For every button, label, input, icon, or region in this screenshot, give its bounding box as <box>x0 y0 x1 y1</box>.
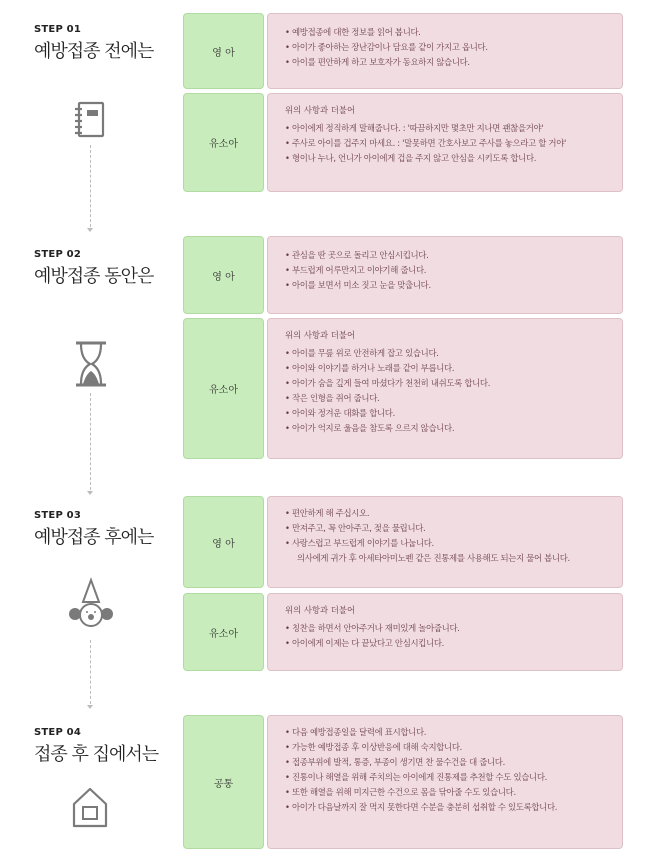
guide-item: • 편안하게 해 주십시오. <box>285 508 370 518</box>
step-02-header <box>34 249 153 288</box>
guide-item: • 아이가 억지로 울음을 참도록 으르지 않습니다. <box>285 423 455 433</box>
guide-panel <box>267 13 623 89</box>
guide-item: • 부드럽게 어루만지고 이야기해 줍니다. <box>285 265 427 275</box>
guide-item: • 아이를 무릎 위로 안전하게 잡고 있습니다. <box>285 348 439 358</box>
guide-item: • 형이나 누나, 언니가 아이에게 겁을 주지 않고 안심을 시키도록 합니다. <box>285 153 537 163</box>
guide-item: • 아이에게 이제는 다 끝났다고 안심시킵니다. <box>285 638 445 648</box>
guide-panel <box>267 593 623 671</box>
guide-item: • 칭찬을 하면서 안아주거나 재미있게 놀아줍니다. <box>285 623 460 633</box>
step-title: 접종 후 집에서는 <box>34 744 159 765</box>
guide-item: • 작은 인형을 쥐어 줍니다. <box>285 393 380 403</box>
guide-panel <box>267 93 623 192</box>
guide-item: • 사랑스럽고 부드럽게 이야기를 나눕니다. <box>285 538 434 548</box>
guide-item: • 만져주고, 꼭 안아주고, 젖을 물립니다. <box>285 523 426 533</box>
step-number: STEP 02 <box>34 249 81 260</box>
guide-panel <box>267 715 623 849</box>
guide-item: • 또한 해열을 위해 미지근한 수건으로 몸을 닦아줄 수도 있습니다. <box>285 787 516 797</box>
panel-heading: 위의 사항과 더불어 <box>285 605 356 615</box>
connector-line <box>90 393 91 490</box>
guide-item: • 다음 예방접종일을 달력에 표시합니다. <box>285 727 427 737</box>
guide-item: • 아이와 정겨운 대화를 합니다. <box>285 408 395 418</box>
guide-panel <box>267 236 623 314</box>
age-label-infant: 영 아 <box>183 13 264 89</box>
connector-line <box>90 145 91 227</box>
step-number: STEP 01 <box>34 24 81 35</box>
guide-item: • 아이를 보면서 미소 짓고 눈을 맞춥니다. <box>285 280 431 290</box>
step-number: STEP 03 <box>34 510 81 521</box>
step-04-header <box>34 727 158 766</box>
clown-icon <box>66 577 116 637</box>
guide-panel <box>267 496 623 588</box>
guide-item-note: 의사에게 귀가 후 아세타아미노펜 같은 진통제를 사용해도 되는지 물어 봅니다. <box>297 553 570 563</box>
guide-item: • 접종부위에 발적, 통증, 부종이 생기면 찬 물수건을 대 줍니다. <box>285 757 505 767</box>
guide-item: • 아이가 다음날까지 잘 먹지 못한다면 수분을 충분히 섭취할 수 있도록합니다. <box>285 802 558 812</box>
notebook-icon <box>70 100 110 140</box>
guide-item: • 아이가 숨을 깊게 들여 마셨다가 천천히 내쉬도록 합니다. <box>285 378 491 388</box>
step-number: STEP 04 <box>34 727 81 738</box>
age-label-child: 유소아 <box>183 93 264 192</box>
hourglass-icon <box>72 340 110 388</box>
guide-item: • 진통이나 해열을 위해 주치의는 아이에게 진통제를 추천할 수도 있습니다. <box>285 772 547 782</box>
step-01-header <box>34 24 153 63</box>
guide-item: • 아이에게 정직하게 말해줍니다. : '따끔하지만 몇초만 지나면 괜찮을거야' <box>285 123 544 133</box>
house-icon <box>70 785 110 829</box>
step-title: 예방접종 후에는 <box>34 527 154 548</box>
age-label-common: 공통 <box>183 715 264 849</box>
guide-item: • 아이와 이야기를 하거나 노래를 같이 부릅니다. <box>285 363 455 373</box>
age-label-infant: 영 아 <box>183 496 264 588</box>
step-03-header <box>34 510 153 549</box>
step-title: 예방접종 전에는 <box>34 41 154 62</box>
connector-arrow <box>87 228 93 232</box>
panel-heading: 위의 사항과 더불어 <box>285 330 356 340</box>
guide-item: • 주사로 아이를 겁주지 마세요. : '말못하면 간호사보고 주사를 놓으라고 할 거야' <box>285 138 567 148</box>
panel-heading: 위의 사항과 더불어 <box>285 105 356 115</box>
guide-panel <box>267 318 623 459</box>
guide-item: • 관심을 딴 곳으로 돌리고 안심시킵니다. <box>285 250 429 260</box>
connector-arrow <box>87 705 93 709</box>
connector-arrow <box>87 491 93 495</box>
step-title: 예방접종 동안은 <box>34 266 154 287</box>
guide-item: • 예방접종에 대한 정보를 읽어 봅니다. <box>285 27 421 37</box>
age-label-child: 유소아 <box>183 593 264 671</box>
connector-line <box>90 640 91 704</box>
guide-item: • 아이를 편안하게 하고 보호자가 동요하지 않습니다. <box>285 57 470 67</box>
guide-item: • 가능한 예방접종 후 이상반응에 대해 숙지합니다. <box>285 742 462 752</box>
age-label-child: 유소아 <box>183 318 264 459</box>
guide-item: • 아이가 좋아하는 장난감이나 담요를 같이 가지고 옵니다. <box>285 42 488 52</box>
age-label-infant: 영 아 <box>183 236 264 314</box>
